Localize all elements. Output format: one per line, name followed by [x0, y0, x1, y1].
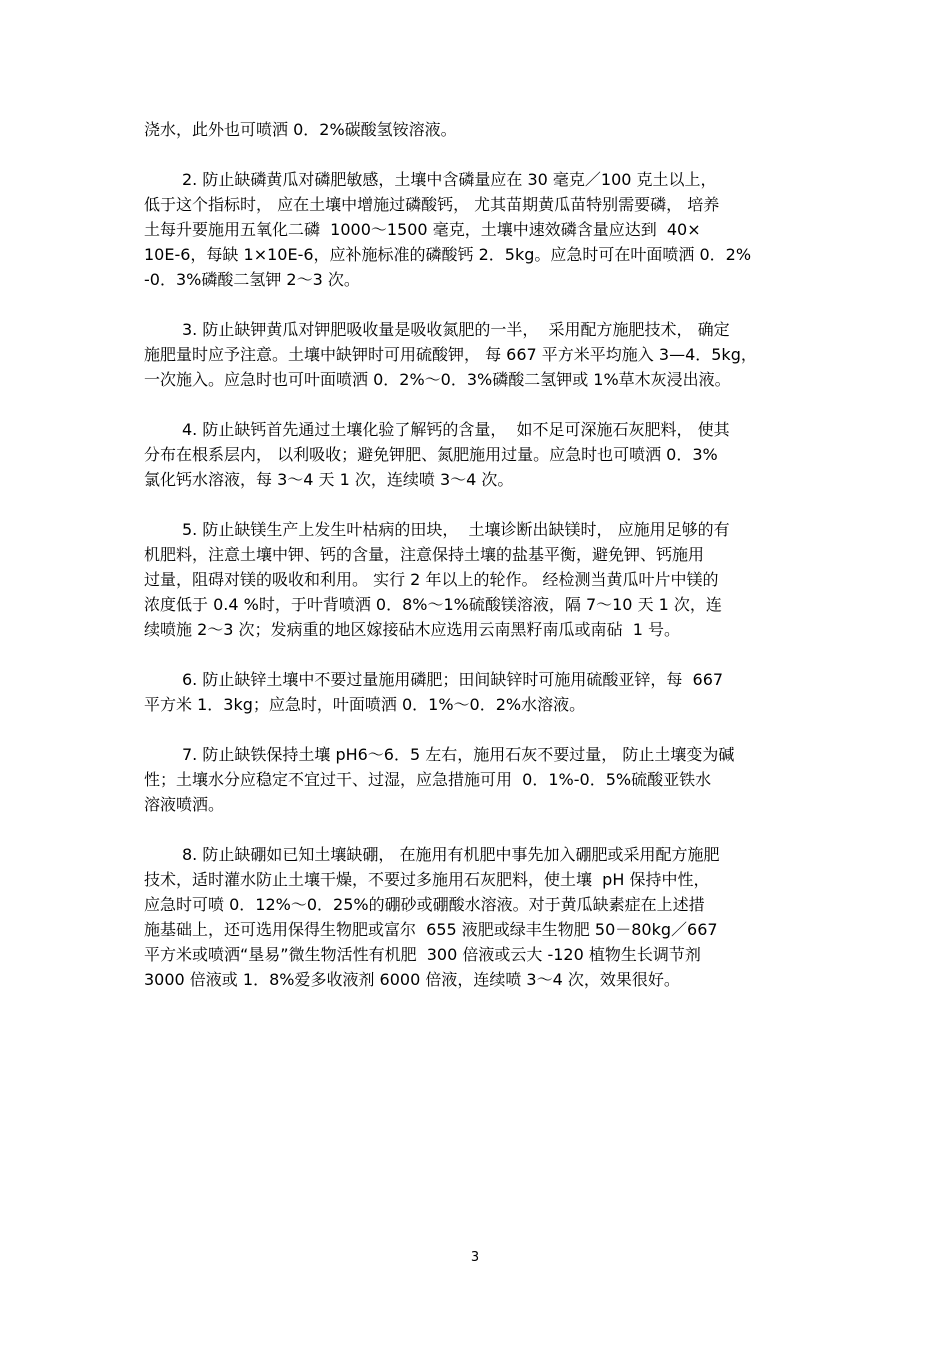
paragraph-line: 性；土壤水分应稳定不宜过干、过湿，应急措施可用 0．1%-0．5%硫酸亚铁水	[144, 770, 712, 789]
paragraph-line: 技术，适时灌水防止土壤干燥，不要过多施用石灰肥料，使土壤 pH 保持中性，	[144, 870, 710, 889]
page-number: 3	[470, 1250, 480, 1265]
paragraph-line: 氯化钙水溶液，每 3～4 天 1 次，连续喷 3～4 次。	[144, 470, 514, 489]
paragraph-line: 一次施入。应急时也可叶面喷洒 0．2%～0．3%磷酸二氢钾或 1%草木灰浸出液。	[144, 370, 731, 389]
paragraph-line: 施肥量时应予注意。土壤中缺钾时可用硫酸钾， 每 667 平方米平均施入 3—4．5kg，	[144, 345, 757, 364]
paragraph-line: 施基础上，还可选用保得生物肥或富尔 655 液肥或绿丰生物肥 50－80kg／667	[144, 920, 718, 939]
paragraph-line: 分布在根系层内， 以利吸收；避免钾肥、氮肥施用过量。应急时也可喷洒 0．3%	[144, 445, 718, 464]
paragraph-line: -0．3%磷酸二氢钾 2～3 次。	[144, 270, 360, 289]
paragraph-line: 应急时可喷 0．12%～0．25%的硼砂或硼酸水溶液。对于黄瓜缺素症在上述措	[144, 895, 705, 914]
paragraph-line: 低于这个指标时， 应在土壤中增施过磷酸钙， 尤其苗期黄瓜苗特别需要磷， 培养	[144, 195, 720, 214]
paragraph-line: 平方米或喷洒“垦易”微生物活性有机肥 300 倍液或云大 -120 植物生长调节剂	[144, 945, 701, 964]
paragraph-line: 浇水，此外也可喷洒 0．2%碳酸氢铵溶液。	[144, 120, 457, 139]
paragraph-line: 5. 防止缺镁生产上发生叶枯病的田块， 土壤诊断出缺镁时， 应施用足够的有	[182, 520, 730, 539]
paragraph-line: 土每升要施用五氧化二磷 1000～1500 毫克，土壤中速效磷含量应达到 40×	[144, 220, 701, 239]
paragraph-line: 3000 倍液或 1．8%爱多收液剂 6000 倍液，连续喷 3～4 次，效果很好。	[144, 970, 680, 989]
paragraph-line: 平方米 1．3kg；应急时，叶面喷洒 0．1%～0．2%水溶液。	[144, 695, 586, 714]
paragraph-line: 浓度低于 0.4 %时，于叶背喷洒 0．8%～1%硫酸镁溶液，隔 7～10 天 1 次，连	[144, 595, 722, 614]
paragraph-line: 2. 防止缺磷黄瓜对磷肥敏感，土壤中含磷量应在 30 毫克／100 克土以上，	[182, 170, 717, 189]
paragraph-line: 4. 防止缺钙首先通过土壤化验了解钙的含量， 如不足可深施石灰肥料， 使其	[182, 420, 730, 439]
paragraph-line: 7. 防止缺铁保持土壤 pH6～6．5 左右，施用石灰不要过量， 防止土壤变为碱	[182, 745, 735, 764]
paragraph-line: 溶液喷洒。	[144, 795, 225, 814]
paragraph-line: 6. 防止缺锌土壤中不要过量施用磷肥；田间缺锌时可施用硫酸亚锌，每 667	[182, 670, 724, 689]
paragraph-line: 3. 防止缺钾黄瓜对钾肥吸收量是吸收氮肥的一半， 采用配方施肥技术， 确定	[182, 320, 730, 339]
paragraph-line: 过量，阻碍对镁的吸收和利用。 实行 2 年以上的轮作。 经检测当黄瓜叶片中镁的	[144, 570, 719, 589]
paragraph-line: 机肥料，注意土壤中钾、钙的含量，注意保持土壤的盐基平衡，避免钾、钙施用	[144, 545, 705, 564]
paragraph-line: 续喷施 2～3 次；发病重的地区嫁接砧木应选用云南黑籽南瓜或南砧 1 号。	[144, 620, 680, 639]
paragraph-line: 10E-6，每缺 1×10E-6，应补施标准的磷酸钙 2．5kg。应急时可在叶面喷洒 0．2%	[144, 245, 752, 264]
paragraph-line: 8. 防止缺硼如已知土壤缺硼， 在施用有机肥中事先加入硼肥或采用配方施肥	[182, 845, 720, 864]
